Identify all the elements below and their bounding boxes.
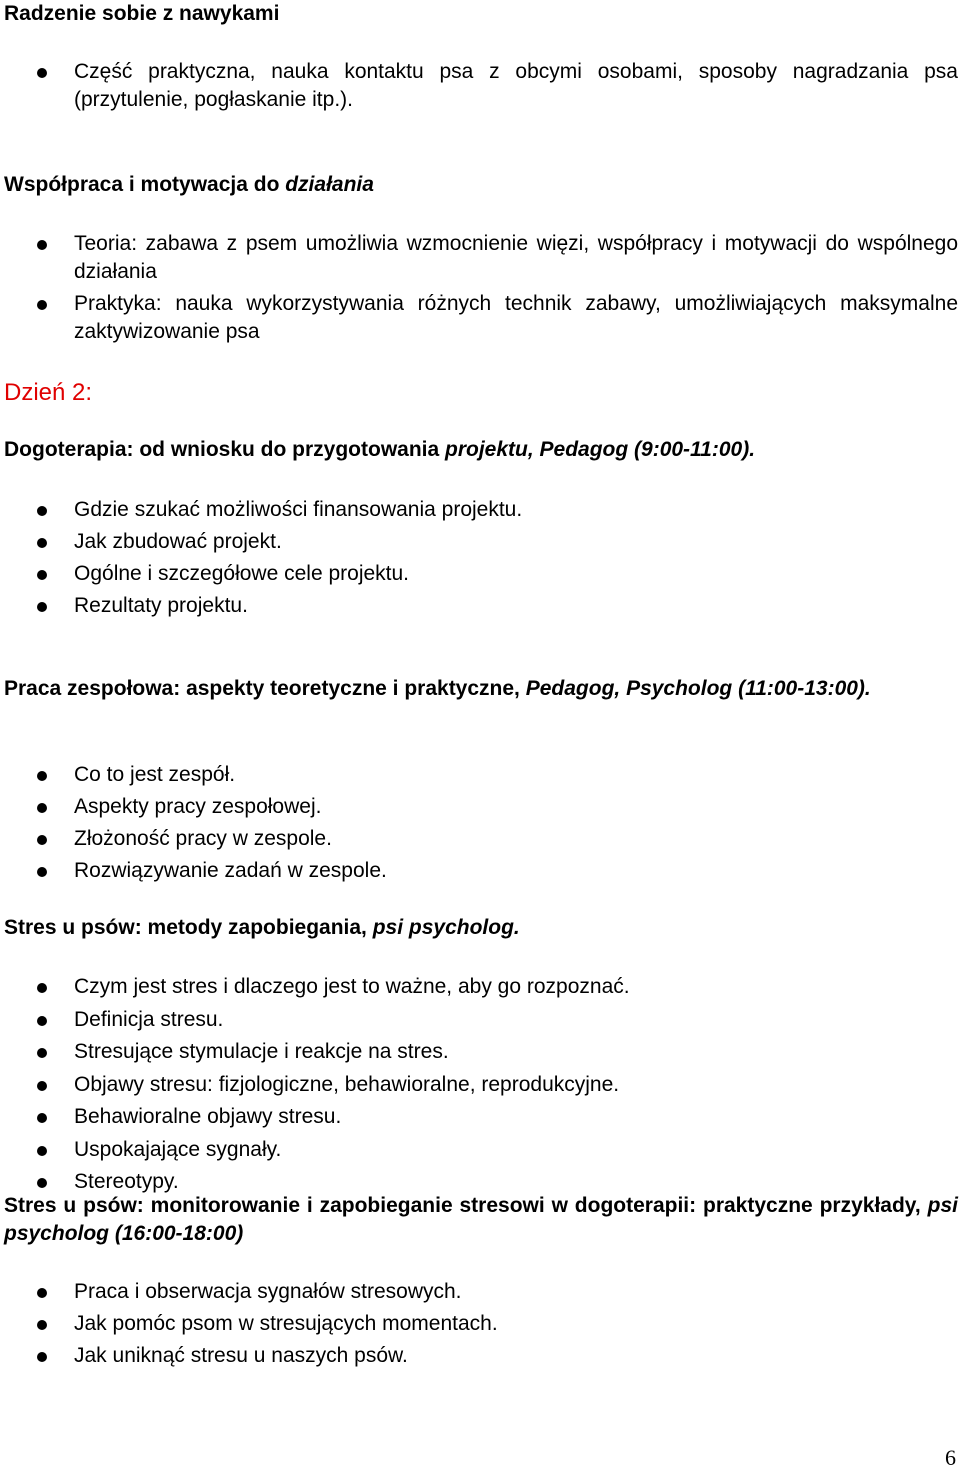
section-heading-stress-prevention: Stres u psów: metody zapobiegania, psi psycholog. xyxy=(4,916,520,939)
list-item: Ogólne i szczegółowe cele projektu. xyxy=(0,560,958,588)
bullet-icon xyxy=(37,1016,47,1026)
bullet-icon xyxy=(37,602,47,612)
section-heading-habits: Radzenie sobie z nawykami xyxy=(4,2,280,25)
bullet-icon xyxy=(37,803,47,813)
list-item: Jak uniknąć stresu u naszych psów. xyxy=(0,1342,958,1370)
list-item: Objawy stresu: fizjologiczne, behawioralne, reprodukcyjne. xyxy=(0,1071,958,1099)
bullet-icon xyxy=(37,1288,47,1298)
section-heading-dogotherapy: Dogoterapia: od wniosku do przygotowania projektu, Pedagog (9:00-11:00). xyxy=(4,438,756,461)
cooperation-list xyxy=(0,230,958,350)
teamwork-list xyxy=(0,761,958,889)
bullet-icon xyxy=(37,1048,47,1058)
stress-prevention-list xyxy=(0,973,958,1201)
section-heading-teamwork: Praca zespołowa: aspekty teoretyczne i praktyczne, Pedagog, Psycholog (11:00-13:00). xyxy=(4,677,871,700)
list-item: Gdzie szukać możliwości finansowania projektu. xyxy=(0,496,958,524)
list-item: Złożoność pracy w zespole. xyxy=(0,825,958,853)
bullet-icon xyxy=(37,300,47,310)
section-heading-stress-monitoring: Stres u psów: monitorowanie i zapobieganie stresowi w dogoterapii: praktyczne przykłady, psi psycholog (16:00-18:00) xyxy=(4,1194,958,1245)
list-item: Behawioralne objawy stresu. xyxy=(0,1103,958,1131)
list-item: Jak zbudować projekt. xyxy=(0,528,958,556)
list-item: Jak pomóc psom w stresujących momentach. xyxy=(0,1310,958,1338)
stress-monitoring-list xyxy=(0,1278,958,1374)
bullet-icon xyxy=(37,538,47,548)
list-item: Aspekty pracy zespołowej. xyxy=(0,793,958,821)
bullet-icon xyxy=(37,867,47,877)
list-item: Część praktyczna, nauka kontaktu psa z obcymi osobami, sposoby nagradzania psa (przytulenie, pogłaskanie itp.). xyxy=(0,58,958,114)
bullet-icon xyxy=(37,570,47,580)
list-item: Definicja stresu. xyxy=(0,1006,958,1034)
bullet-icon xyxy=(37,240,47,250)
bullet-icon xyxy=(37,1146,47,1156)
list-item: Praca i obserwacja sygnałów stresowych. xyxy=(0,1278,958,1306)
bullet-icon xyxy=(37,983,47,993)
list-item: Stresujące stymulacje i reakcje na stres. xyxy=(0,1038,958,1066)
bullet-icon xyxy=(37,1352,47,1362)
bullet-icon xyxy=(37,1113,47,1123)
list-item: Rezultaty projektu. xyxy=(0,592,958,620)
bullet-icon xyxy=(37,68,47,78)
list-item: Praktyka: nauka wykorzystywania różnych technik zabawy, umożliwiających maksymalne zaktywizowanie psa xyxy=(0,290,958,346)
bullet-icon xyxy=(37,1178,47,1188)
day-heading: Dzień 2: xyxy=(4,379,93,406)
bullet-icon xyxy=(37,506,47,516)
bullet-icon xyxy=(37,771,47,781)
list-item: Rozwiązywanie zadań w zespole. xyxy=(0,857,958,885)
dogotherapy-list xyxy=(0,496,958,624)
list-item: Stereotypy. xyxy=(0,1168,958,1196)
habits-list xyxy=(0,58,958,118)
list-item: Czym jest stres i dlaczego jest to ważne, aby go rozpoznać. xyxy=(0,973,958,1001)
section-heading-cooperation: Współpraca i motywacja do działania xyxy=(4,173,374,196)
list-item: Uspokajające sygnały. xyxy=(0,1136,958,1164)
bullet-icon xyxy=(37,835,47,845)
list-item: Teoria: zabawa z psem umożliwia wzmocnienie więzi, współpracy i motywacji do wspólnego działania xyxy=(0,230,958,286)
bullet-icon xyxy=(37,1081,47,1091)
page-number: 6 xyxy=(945,1445,956,1470)
list-item: Co to jest zespół. xyxy=(0,761,958,789)
bullet-icon xyxy=(37,1320,47,1330)
